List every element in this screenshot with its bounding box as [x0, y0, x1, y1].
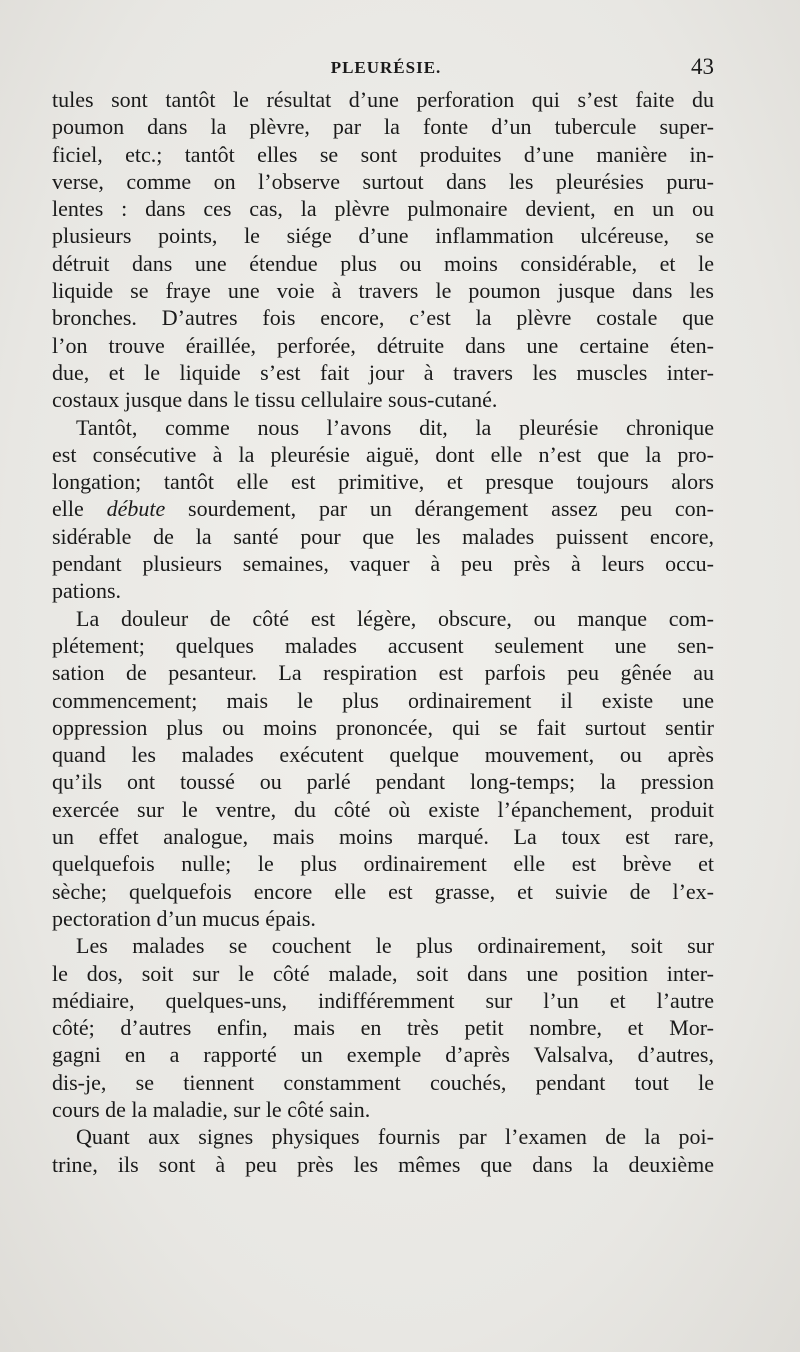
text-line: sation de pesanteur. La respiration est parfois peu gênée au	[52, 660, 714, 686]
text-line: longation; tantôt elle est primitive, et presque toujours alors	[52, 469, 714, 495]
text-line: trine, ils sont à peu près les mêmes que dans la deuxième	[52, 1151, 714, 1177]
text-line: due, et le liquide s’est fait jour à travers les muscles inter-	[52, 359, 714, 385]
text-fragment: elle	[52, 496, 107, 522]
text-fragment: sourdement, par un dérangement assez peu con-	[165, 496, 714, 522]
text-line: pations.	[52, 578, 122, 604]
text-line: exercée sur le ventre, du côté où existe l’épanchement, produit	[52, 796, 714, 822]
text-line: lentes : dans ces cas, la plèvre pulmonaire devient, en un ou	[52, 196, 714, 222]
text-line: gagni en a rapporté un exemple d’après Valsalva, d’autres,	[52, 1042, 714, 1068]
text-line-with-italic	[52, 495, 714, 522]
text-line: quand les malades exécutent quelque mouvement, ou après	[52, 742, 714, 768]
text-line: pectoration d’un mucus épais.	[52, 905, 316, 931]
text-line: cours de la maladie, sur le côté sain.	[52, 1096, 371, 1122]
text-line: médiaire, quelques-uns, indifféremment sur l’un et l’autre	[52, 987, 714, 1013]
text-line: tules sont tantôt le résultat d’une perforation qui s’est faite du	[52, 87, 714, 112]
text-line: l’on trouve éraillée, perforée, détruite dans une certaine éten-	[52, 332, 714, 358]
text-line: quelquefois nulle; le plus ordinairement elle est brève et	[52, 851, 714, 877]
text-line: Les malades se couchent le plus ordinairement, soit sur	[76, 933, 714, 959]
text-line: costaux jusque dans le tissu cellulaire sous-cutané.	[52, 387, 498, 413]
text-line: liquide se fraye une voie à travers le poumon jusque dans les	[52, 278, 714, 304]
body-text	[52, 86, 714, 1178]
italic-word: débute	[106, 496, 166, 522]
text-line: ficiel, etc.; tantôt elles se sont produites d’une manière in-	[52, 141, 714, 167]
text-line: plétement; quelques malades accusent seulement une sen-	[52, 632, 714, 658]
text-line: sidérable de la santé pour que les malades puissent encore,	[52, 523, 714, 549]
text-line: Quant aux signes physiques fournis par l’examen de la poi-	[76, 1124, 714, 1150]
text-line: plusieurs points, le siége d’une inflammation ulcéreuse, se	[52, 223, 714, 249]
running-title: PLEURÉSIE.	[330, 58, 442, 77]
page-number: 43	[691, 54, 714, 79]
text-line: poumon dans la plèvre, par la fonte d’un tubercule super-	[52, 114, 714, 140]
text-line: pendant plusieurs semaines, vaquer à peu près à leurs occu-	[52, 551, 714, 577]
text-line: côté; d’autres enfin, mais en très petit nombre, et Mor-	[52, 1015, 714, 1041]
text-line: bronches. D’autres fois encore, c’est la plèvre costale que	[52, 305, 714, 331]
text-line: qu’ils ont toussé ou parlé pendant long-temps; la pression	[52, 769, 714, 795]
text-line: le dos, soit sur le côté malade, soit dans une position inter-	[52, 960, 714, 986]
text-line: est consécutive à la pleurésie aiguë, dont elle n’est que la pro-	[52, 441, 714, 467]
text-line: détruit dans une étendue plus ou moins considérable, et le	[52, 250, 714, 276]
running-head	[52, 52, 714, 82]
text-line: La douleur de côté est légère, obscure, ou manque com-	[76, 605, 714, 631]
text-line: dis-je, se tiennent constamment couchés, pendant tout le	[52, 1069, 714, 1095]
text-line: oppression plus ou moins prononcée, qui se fait surtout sentir	[52, 714, 714, 740]
text-line: un effet analogue, mais moins marqué. La toux est rare,	[52, 824, 714, 850]
text-line: Tantôt, comme nous l’avons dit, la pleurésie chronique	[76, 414, 714, 440]
text-line: sèche; quelquefois encore elle est grasse, et suivie de l’ex-	[52, 878, 714, 904]
text-line: verse, comme on l’observe surtout dans les pleurésies puru-	[52, 168, 714, 194]
text-line: commencement; mais le plus ordinairement il existe une	[52, 687, 714, 713]
